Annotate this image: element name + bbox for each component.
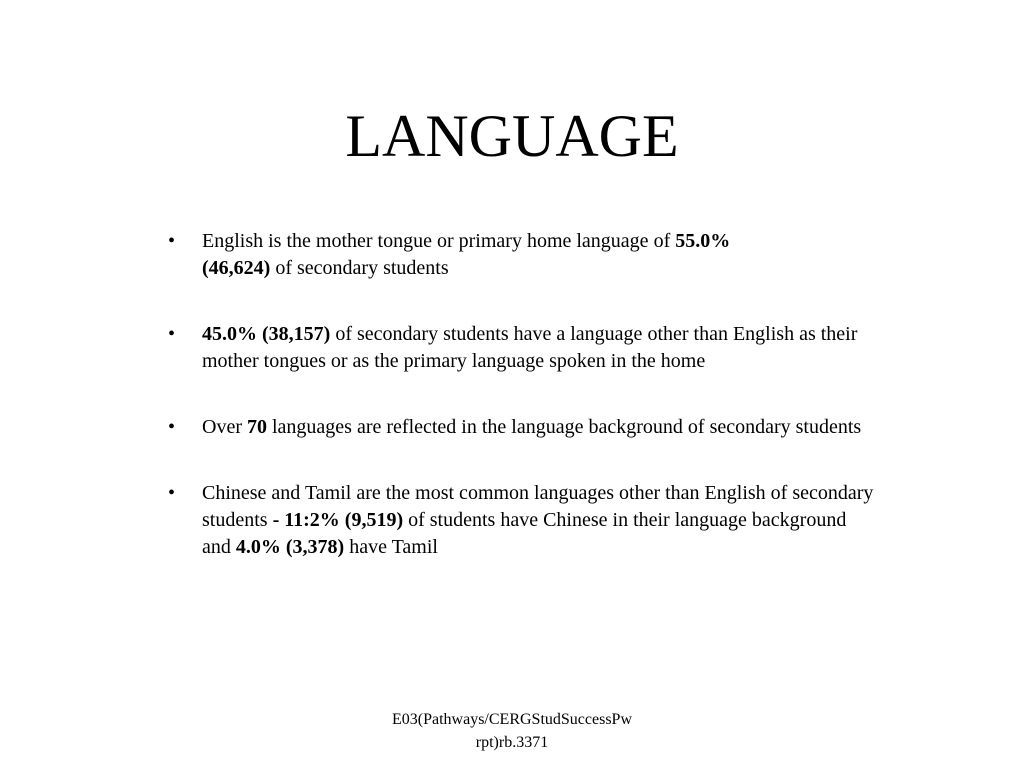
text-run: Over [202,416,247,438]
bullet-item [160,228,880,282]
footer-line: E03(Pathways/CERGStudSuccessPw [392,711,632,728]
text-run: of students have Chinese in their language background and [202,509,847,558]
bullet-text [202,482,873,558]
text-run: of secondary students have a language other than English as their mother tongues or as the primary language spoken in the home [202,323,858,372]
text-run-bold: - 11:2% (9,519) [272,509,404,531]
bullet-list [160,228,880,600]
bullet-marker: • [168,230,176,252]
bullet-item [160,321,880,375]
text-run: languages are reflected in the language background of secondary students [266,416,862,438]
bullet-marker: • [168,323,176,345]
slide-title: LANGUAGE [345,103,679,169]
slide-footer [0,708,1024,754]
bullet-text [202,230,730,279]
bullet-item [160,414,880,441]
bullet-marker: • [168,482,176,504]
text-run: English is the mother tongue or primary home language of [202,230,676,252]
text-run-bold: 55.0% [675,230,731,252]
footer-line: rpt)rb.3371 [475,734,549,751]
text-run-bold: 4.0% (3,378) [235,536,345,558]
bullet-text [202,416,861,438]
text-run-bold: (46,624) [202,257,271,279]
text-run-bold: 45.0% (38,157) [202,323,331,345]
bullet-text [202,323,857,372]
text-run: have Tamil [344,536,438,558]
bullet-item [160,480,880,561]
text-run: Chinese and Tamil are the most common languages other than English of secondary students [202,482,874,531]
text-run: of secondary students [270,257,449,279]
bullet-marker: • [168,416,176,438]
text-run-bold: 70 [246,416,267,438]
